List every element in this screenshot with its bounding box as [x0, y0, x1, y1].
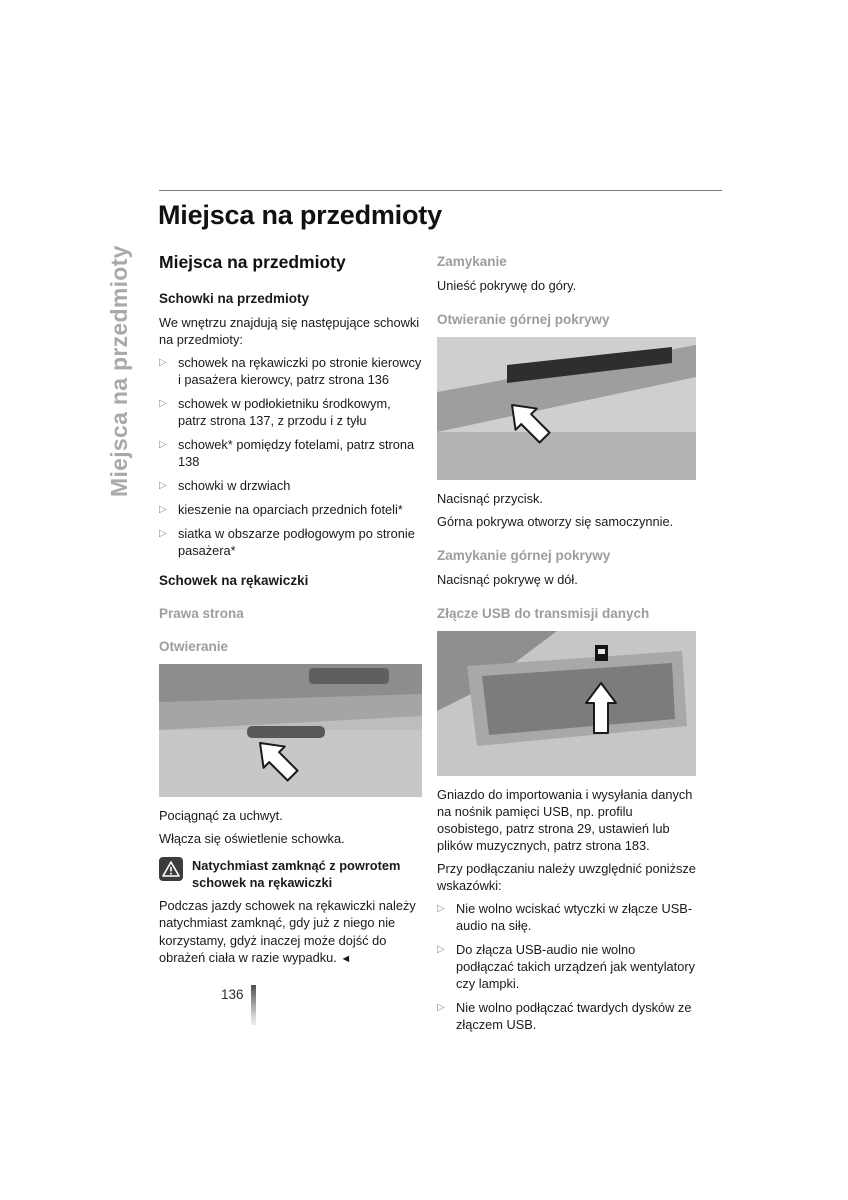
warning-block — [159, 857, 422, 891]
right-side-heading: Prawa strona — [159, 606, 244, 622]
triangle-bullet-icon: ▷ — [159, 439, 167, 451]
left-column — [159, 252, 422, 972]
usb-notes-intro: Przy podłączaniu należy uwzględnić poniższe wskazówki: — [437, 861, 696, 894]
chapter-sidebar-title: Miejsca na przedmioty — [106, 245, 132, 497]
glovebox-illustration — [159, 664, 422, 797]
warning-icon — [159, 857, 183, 886]
cover-opens-text: Górna pokrywa otworzy się samoczynnie. — [437, 514, 674, 530]
glovebox-photo — [159, 664, 422, 797]
list-item-text: Do złącza USB-audio nie wolno podłączać takich urządzeń jak wentylatory czy lampki. — [456, 942, 695, 992]
warning-paragraph — [159, 897, 422, 966]
page-number-block — [221, 985, 256, 1025]
list-item — [159, 436, 422, 470]
title-rule — [159, 190, 722, 191]
triangle-bullet-icon: ▷ — [159, 504, 167, 516]
section-title: Miejsca na przedmioty — [159, 252, 346, 272]
usb-notes-list — [437, 900, 696, 1033]
list-item — [159, 501, 422, 518]
triangle-bullet-icon: ▷ — [159, 480, 167, 492]
pull-handle-text: Pociągnąć za uchwyt. — [159, 808, 283, 824]
warning-bold-text: Natychmiast zamknąć z powrotem schowek na rękawiczki — [192, 858, 401, 890]
triangle-bullet-icon: ▷ — [437, 944, 445, 956]
section-end-icon: ◄ — [340, 952, 352, 965]
list-item-text: schowek w podłokietniku środkowym, patrz strona 137, z przodu i z tyłu — [178, 396, 391, 429]
page-title: Miejsca na przedmioty — [158, 200, 442, 230]
list-item-text: Nie wolno podłączać twardych dysków ze złączem USB. — [456, 1000, 692, 1033]
list-item-text: schowek* pomiędzy fotelami, patrz strona 138 — [178, 437, 415, 470]
triangle-bullet-icon: ▷ — [437, 1002, 445, 1014]
list-item-text: schowek na rękawiczki po stronie kierowcy i pasażera kierowcy, patrz strona 136 — [178, 355, 422, 388]
upper-cover-close-heading: Zamykanie górnej pokrywy — [437, 548, 611, 564]
page-number-bar — [251, 985, 256, 1025]
press-down-text: Nacisnąć pokrywę w dół. — [437, 572, 578, 588]
triangle-bullet-icon: ▷ — [159, 357, 167, 369]
list-item — [159, 354, 422, 388]
warning-paragraph-text: Podczas jazdy schowek na rękawiczki należy natychmiast zamknąć, gdy już z niego nie korzystamy, gdyż inaczej może dojść do obrażeń ciała w razie wypadku. — [159, 898, 416, 965]
glovebox-heading: Schowek na rękawiczki — [159, 573, 309, 589]
page-number: 136 — [221, 987, 244, 1002]
storage-heading: Schowki na przedmioty — [159, 291, 310, 306]
list-item-text: siatka w obszarze podłogowym po stronie pasażera* — [178, 526, 415, 559]
right-column — [437, 252, 696, 1045]
list-item — [437, 900, 696, 934]
triangle-bullet-icon: ▷ — [437, 903, 445, 915]
upper-cover-open-heading: Otwieranie górnej pokrywy — [437, 312, 610, 328]
closing-text: Unieść pokrywę do góry. — [437, 278, 577, 293]
closing-heading: Zamykanie — [437, 254, 507, 269]
triangle-bullet-icon: ▷ — [159, 398, 167, 410]
storage-list — [159, 354, 422, 559]
list-item-text: kieszenie na oparciach przednich foteli* — [178, 502, 403, 518]
list-item-text: Nie wolno wciskać wtyczki w złącze USB-audio na siłę. — [456, 901, 693, 934]
opening-heading: Otwieranie — [159, 639, 229, 655]
list-item-text: schowki w drzwiach — [178, 478, 291, 494]
light-text: Włącza się oświetlenie schowka. — [159, 831, 345, 847]
press-button-text: Nacisnąć przycisk. — [437, 491, 543, 507]
intro-text: We wnętrzu znajdują się następujące schowki na przedmioty: — [159, 315, 420, 348]
list-item — [159, 395, 422, 429]
list-item — [159, 477, 422, 494]
list-item — [159, 525, 422, 559]
list-item — [437, 941, 696, 992]
upper-cover-photo — [437, 337, 696, 480]
list-item — [437, 999, 696, 1033]
usb-port-illustration — [437, 631, 696, 776]
usb-port-photo — [437, 631, 696, 776]
usb-description: Gniazdo do importowania i wysyłania danych na nośnik pamięci USB, np. profilu osobistego, patrz strona 29, ustawień lub plików muzycznych, patrz strona 183. — [437, 787, 693, 854]
usb-heading: Złącze USB do transmisji danych — [437, 606, 650, 622]
triangle-bullet-icon: ▷ — [159, 528, 167, 540]
upper-cover-illustration — [437, 337, 696, 480]
